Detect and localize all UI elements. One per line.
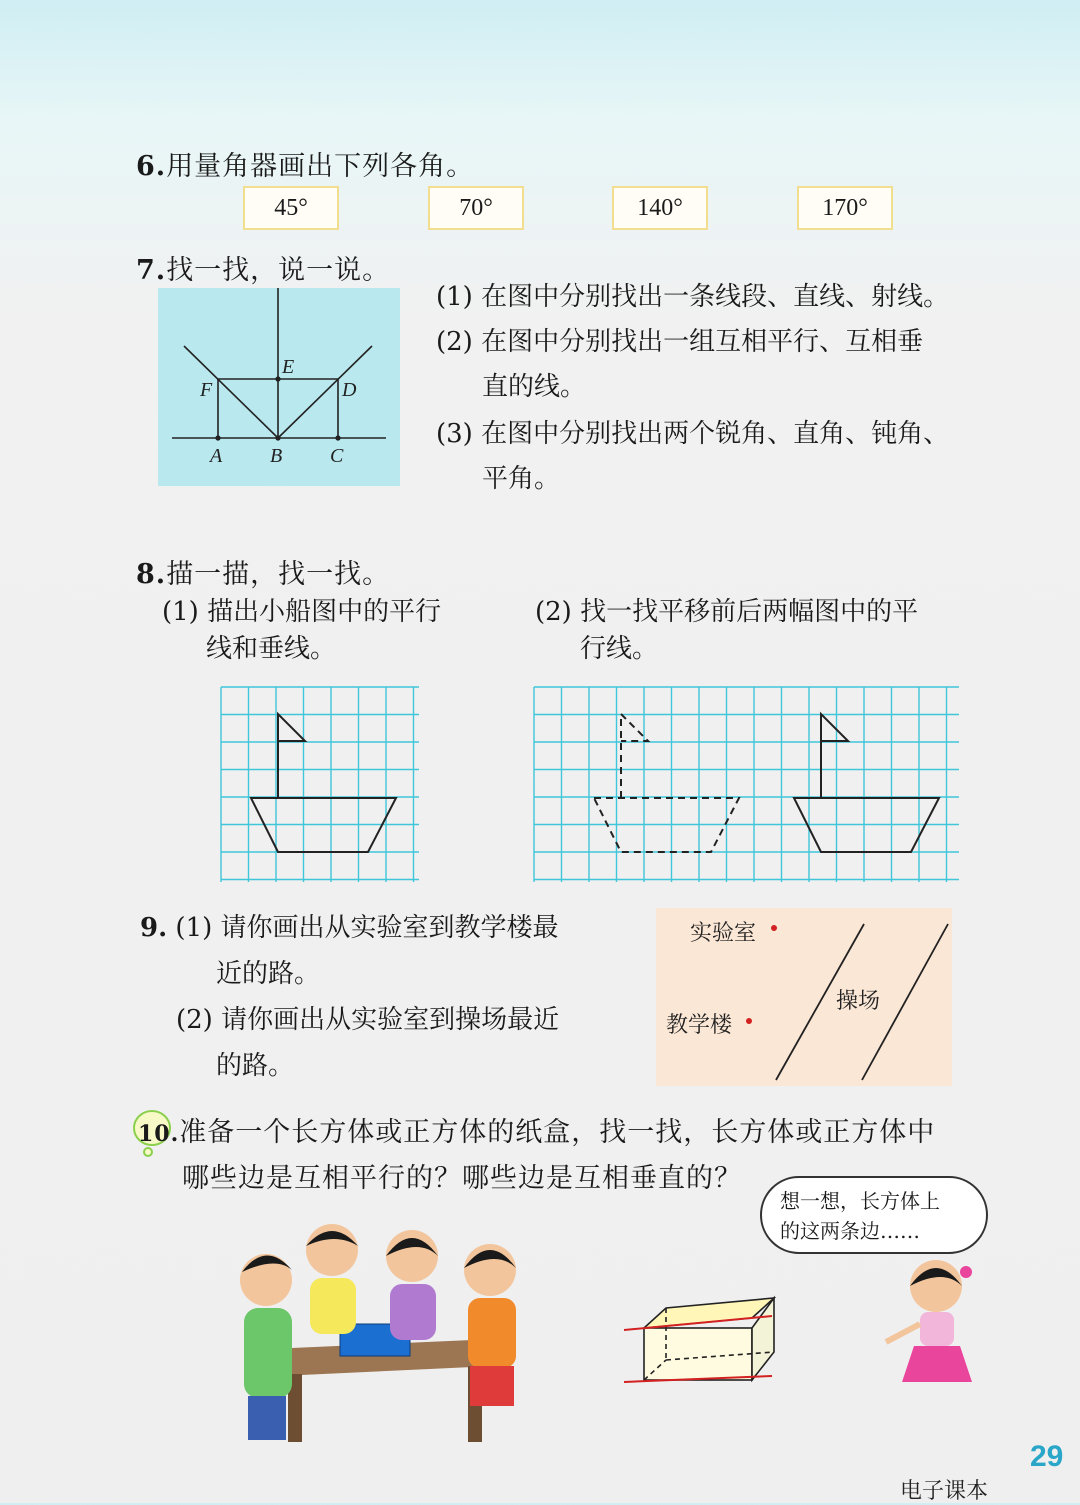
label-a: A [210,445,223,467]
q9-sub1 [140,906,559,951]
q9-sub1-text: (1) 请你画出从实验室到教学楼最 [175,913,559,943]
q8-sub1: (1) 描出小船图中的平行 [162,597,442,627]
q9-number: 9. [140,913,168,943]
q7-sub1: (1) 在图中分别找出一条线段、直线、射线。 [436,282,950,312]
boat-sail [278,714,305,798]
thought-bubble [760,1176,988,1254]
q10-line2: 哪些边是互相平行的？哪些边是互相垂直的？ [182,1163,742,1194]
label-e: E [282,356,295,378]
q8-number: 8. [136,559,167,590]
girl-illustration [880,1250,990,1400]
cuboid-illustration [618,1282,788,1402]
q6-text: 用量角器画出下列各角。 [166,151,475,182]
angle-box-140: 140° [612,186,708,230]
playground-label: 操场 [836,989,881,1014]
point-b [275,435,280,440]
angle-box-70: 70° [428,186,524,230]
point-c [335,435,340,440]
q9-sub2-cont: 的路。 [216,1051,295,1081]
boat-after-sail [821,714,848,798]
q9-map [656,908,952,1086]
children-illustration [236,1216,540,1448]
lab-dot [771,925,777,931]
q7-sub2: (2) 在图中分别找出一组互相平行、互相垂 [436,327,924,357]
q7-number: 7. [136,255,167,286]
building-label: 教学楼 [666,1013,733,1038]
label-c: C [330,445,344,467]
child-4 [464,1244,516,1406]
q10-line1-text: 准备一个长方体或正方体的纸盒，找一找，长方体或正方体中 [179,1117,936,1148]
lab-label: 实验室 [690,921,757,946]
q8-text: 描一描，找一找。 [166,559,391,590]
boat-grid [220,686,424,884]
point-e [275,376,280,381]
child-2 [306,1224,358,1334]
q7-figure [158,288,400,486]
q9-sub2: (2) 请你画出从实验室到操场最近 [176,1005,560,1035]
q7-sub2-cont: 直的线。 [482,372,587,402]
bubble-line1: 想一想，长方体上 [780,1189,940,1213]
q7-sub3: (3) 在图中分别找出两个锐角、直角、钝角、 [436,419,950,449]
angle-box-170: 170° [797,186,893,230]
label-f: F [200,379,213,401]
q8-prompt [136,552,390,591]
q10-number: 10. [138,1121,180,1147]
q8-sub2: (2) 找一找平移前后两幅图中的平 [535,597,919,627]
q6-number: 6. [136,151,167,182]
label-d: D [342,379,357,401]
q10-line1 [138,1110,935,1149]
q7-sub3-cont: 平角。 [482,464,561,494]
q8-sub1-cont: 线和垂线。 [206,634,337,664]
cuboid-front-face [644,1328,752,1380]
label-b: B [270,445,283,467]
q8-sub2-cont: 行线。 [580,634,659,664]
bubble-line2: 的这两条边…… [780,1219,920,1243]
q6-prompt [136,144,474,183]
child-1 [240,1254,292,1440]
building-dot [746,1018,752,1024]
q7-text: 找一找，说一说。 [166,255,391,286]
angle-box-45: 45° [243,186,339,230]
q9-sub1-cont: 近的路。 [216,959,321,989]
translation-grid [533,686,963,884]
q7-prompt [136,248,390,287]
watermark: 电子课本 [900,1479,989,1504]
point-a [215,435,220,440]
page-number: 29 [1030,1440,1064,1473]
child-3 [386,1230,438,1340]
